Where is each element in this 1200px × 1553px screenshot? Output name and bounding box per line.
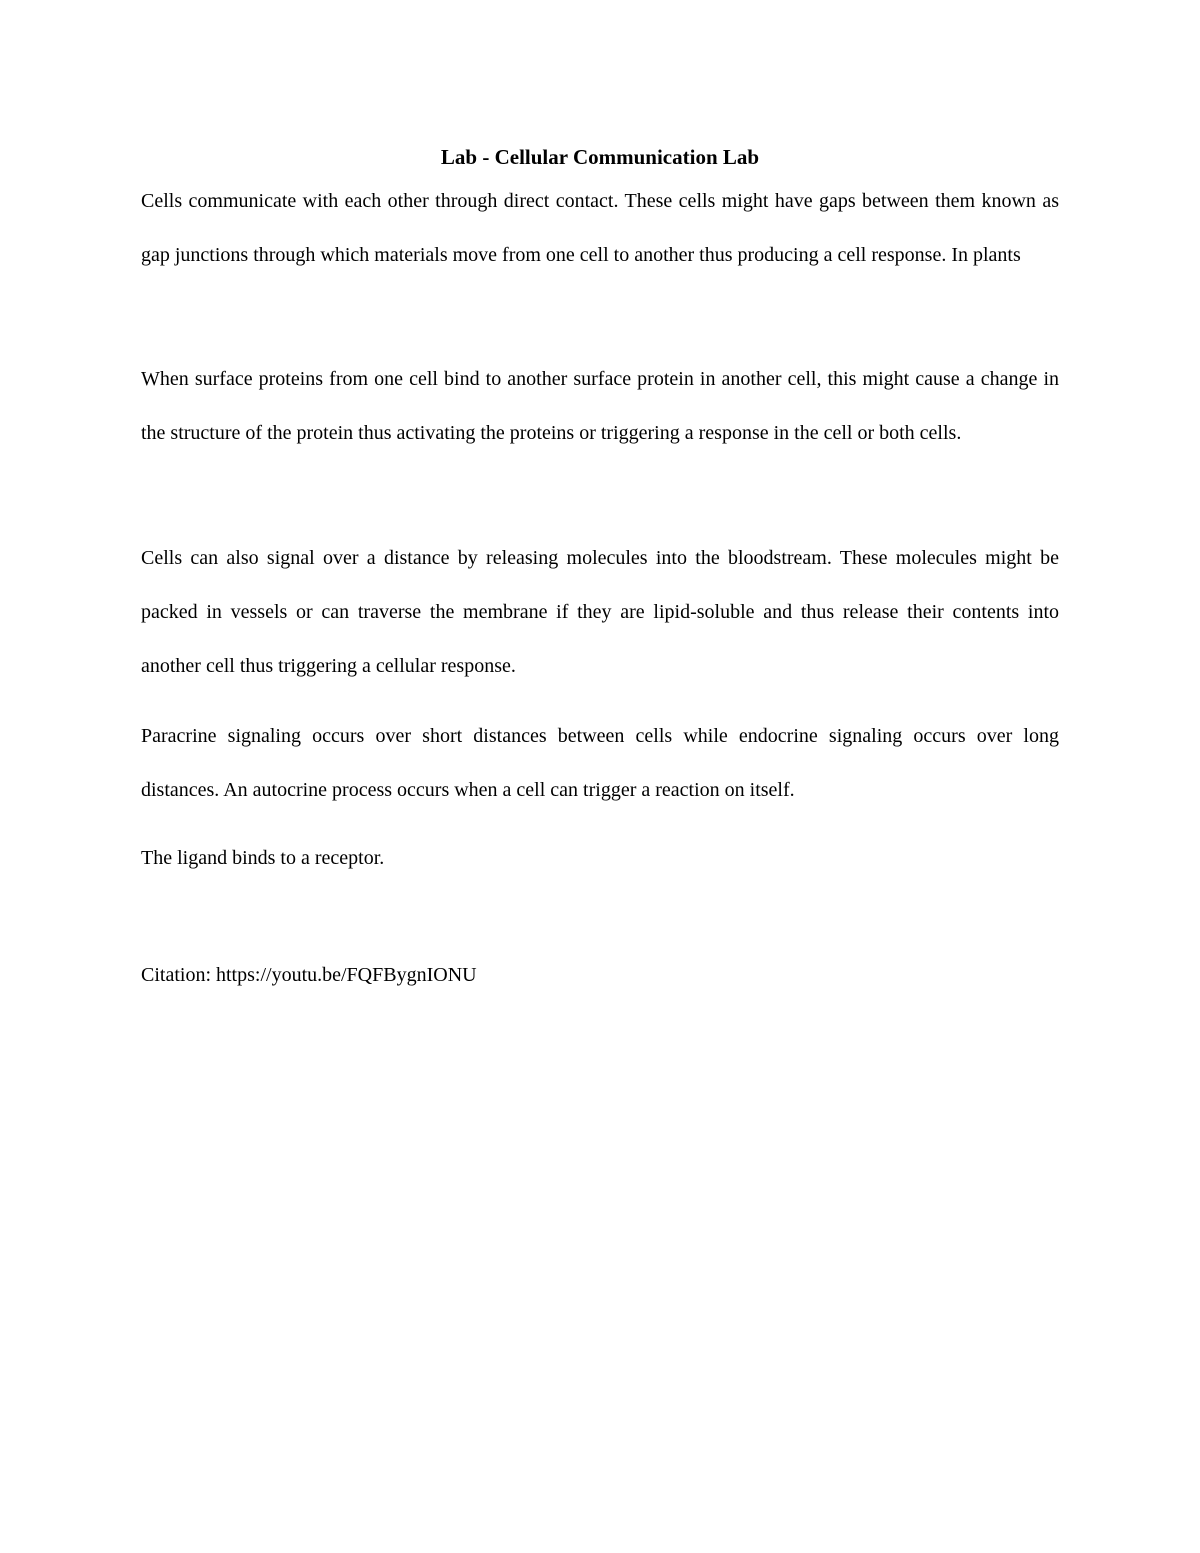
paragraph-direct-contact: Cells communicate with each other through direct contact. These cells might have gaps between them known as gap junctions through which materials move from one cell to another thus producing a cell response. In plants (141, 190, 1059, 266)
paragraph-distance-signaling: Cells can also signal over a distance by releasing molecules into the bloodstream. These molecules might be packed in vessels or can traverse the membrane if they are lipid-soluble and thus release their contents into another cell thus triggering a cellular response. (141, 547, 1059, 677)
document-title: Lab - Cellular Communication Lab (440, 145, 760, 169)
paragraph-paracrine-endocrine: Paracrine signaling occurs over short distances between cells while endocrine signaling occurs over long distances. An autocrine process occurs when a cell can trigger a reaction on itself. (141, 725, 1059, 801)
paragraph-surface-proteins: When surface proteins from one cell bind to another surface protein in another cell, this might cause a change in the structure of the protein thus activating the proteins or triggering a response in the cell or both cells. (141, 368, 1059, 444)
paragraph-ligand: The ligand binds to a receptor. (141, 847, 385, 869)
citation: Citation: https://youtu.be/FQFBygnIONU (141, 964, 477, 986)
